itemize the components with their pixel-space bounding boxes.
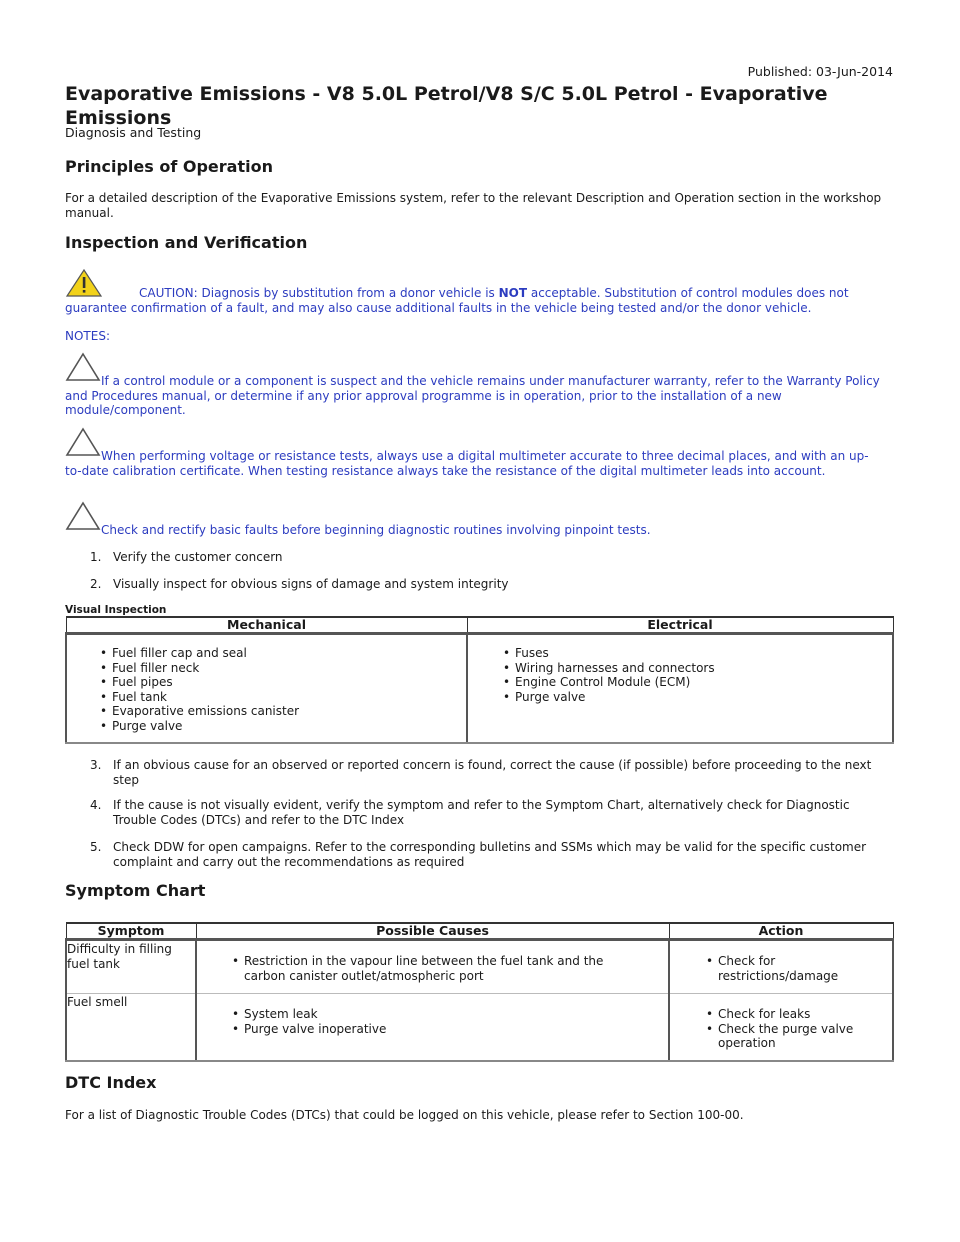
note-2-text: When performing voltage or resistance tests, always use a digital multimeter accurate to three decimal places, and with an up-to-date calibration certificate. When testing resistance always take the resistance of the digital multimeter leads into account. xyxy=(65,449,869,478)
note-triangle-icon xyxy=(65,501,101,531)
action-cell xyxy=(669,940,893,994)
table-row xyxy=(66,634,893,743)
dtc-index-heading: DTC Index xyxy=(65,1073,157,1092)
note-3 xyxy=(65,501,885,538)
caution-bold: NOT xyxy=(498,286,528,300)
list-item: • Purge valve inoperative xyxy=(232,1022,668,1037)
page-title: Evaporative Emissions - V8 5.0L Petrol/V8 S/C 5.0L Petrol - Evaporative Emissions xyxy=(65,83,828,129)
column-header: Symptom xyxy=(66,923,196,940)
column-header: Mechanical xyxy=(66,617,467,634)
action-cell xyxy=(669,994,893,1061)
step-number: 5. xyxy=(90,840,102,854)
page-subtitle: Diagnosis and Testing xyxy=(65,125,202,140)
visual-inspection-caption: Visual Inspection xyxy=(65,604,167,616)
symptom-chart-heading: Symptom Chart xyxy=(65,881,206,900)
list-item: • Purge valve xyxy=(503,690,892,705)
step-text: If an obvious cause for an observed or reported concern is found, correct the cause (if possible) before proceeding to the next step xyxy=(113,758,872,787)
warning-triangle-icon xyxy=(65,268,103,298)
electrical-cell xyxy=(467,634,893,743)
note-triangle-icon xyxy=(65,352,101,382)
step-text: Verify the customer concern xyxy=(113,550,283,564)
note-1 xyxy=(65,352,885,418)
table-row xyxy=(66,940,893,994)
symptom-cell: Difficulty in filling fuel tank xyxy=(66,940,196,994)
step-number: 4. xyxy=(90,798,102,812)
symptom-cell: Fuel smell xyxy=(66,994,196,1061)
published-date: Published: 03-Jun-2014 xyxy=(747,64,893,79)
caution-text-a: CAUTION: Diagnosis by substitution from a donor vehicle is xyxy=(139,286,499,300)
table-header-row xyxy=(66,923,893,940)
column-header: Action xyxy=(669,923,893,940)
column-header: Possible Causes xyxy=(196,923,669,940)
list-item: • Check for leaks xyxy=(706,1007,892,1022)
list-item: • Check the purge valve operation xyxy=(706,1022,868,1051)
step-text: Check DDW for open campaigns. Refer to the corresponding bulletins and SSMs which may be valid for the specific customer complaint and carry out the recommendations as required xyxy=(113,840,867,869)
principles-heading: Principles of Operation xyxy=(65,157,273,176)
list-item: • Fuel filler cap and seal xyxy=(100,646,466,661)
causes-cell xyxy=(196,940,669,994)
list-item: • Restriction in the vapour line between the fuel tank and the carbon canister outlet/atmospheric port xyxy=(232,954,634,983)
list-item: • Fuses xyxy=(503,646,892,661)
step-text: If the cause is not visually evident, verify the symptom and refer to the Symptom Chart, alternatively check for Diagnostic Trouble Codes (DTCs) and refer to the DTC Index xyxy=(113,798,850,827)
step-text: Visually inspect for obvious signs of damage and system integrity xyxy=(113,577,509,591)
inspection-heading: Inspection and Verification xyxy=(65,233,308,252)
step-number: 1. xyxy=(90,550,102,564)
list-item: • Wiring harnesses and connectors xyxy=(503,661,892,676)
causes-cell xyxy=(196,994,669,1061)
visual-inspection-table xyxy=(65,616,894,744)
note-2 xyxy=(65,427,885,478)
caution-text-b: acceptable. Substitution of control modules does not guarantee confirmation of a fault, and may also cause additional faults in the vehicle being tested and/or the donor vehicle. xyxy=(65,286,849,315)
symptom-chart-table xyxy=(65,922,894,1062)
note-1-text: If a control module or a component is suspect and the vehicle remains under manufacturer warranty, refer to the Warranty Policy and Procedures manual, or determine if any prior approval programme is in operation, prior to the installation of a new module/component. xyxy=(65,374,880,417)
list-item: • Fuel pipes xyxy=(100,675,466,690)
list-item: • Fuel filler neck xyxy=(100,661,466,676)
note-3-text: Check and rectify basic faults before beginning diagnostic routines involving pinpoint tests. xyxy=(101,523,651,537)
column-header: Electrical xyxy=(467,617,893,634)
principles-text: For a detailed description of the Evaporative Emissions system, refer to the relevant Description and Operation section in the workshop manual. xyxy=(65,191,882,220)
list-item: • System leak xyxy=(232,1007,668,1022)
table-header-row xyxy=(66,617,893,634)
step-number: 3. xyxy=(90,758,102,772)
list-item: • Purge valve xyxy=(100,719,466,734)
list-item: • Check for restrictions/damage xyxy=(706,954,868,983)
note-triangle-icon xyxy=(65,427,101,457)
list-item: • Evaporative emissions canister xyxy=(100,704,466,719)
list-item: • Fuel tank xyxy=(100,690,466,705)
list-item: • Engine Control Module (ECM) xyxy=(503,675,892,690)
caution-note xyxy=(65,272,885,315)
mechanical-cell xyxy=(66,634,467,743)
step-number: 2. xyxy=(90,577,102,591)
dtc-index-text: For a list of Diagnostic Trouble Codes (DTCs) that could be logged on this vehicle, please refer to Section 100-00. xyxy=(65,1108,744,1122)
notes-label: NOTES: xyxy=(65,329,110,343)
table-row xyxy=(66,994,893,1061)
